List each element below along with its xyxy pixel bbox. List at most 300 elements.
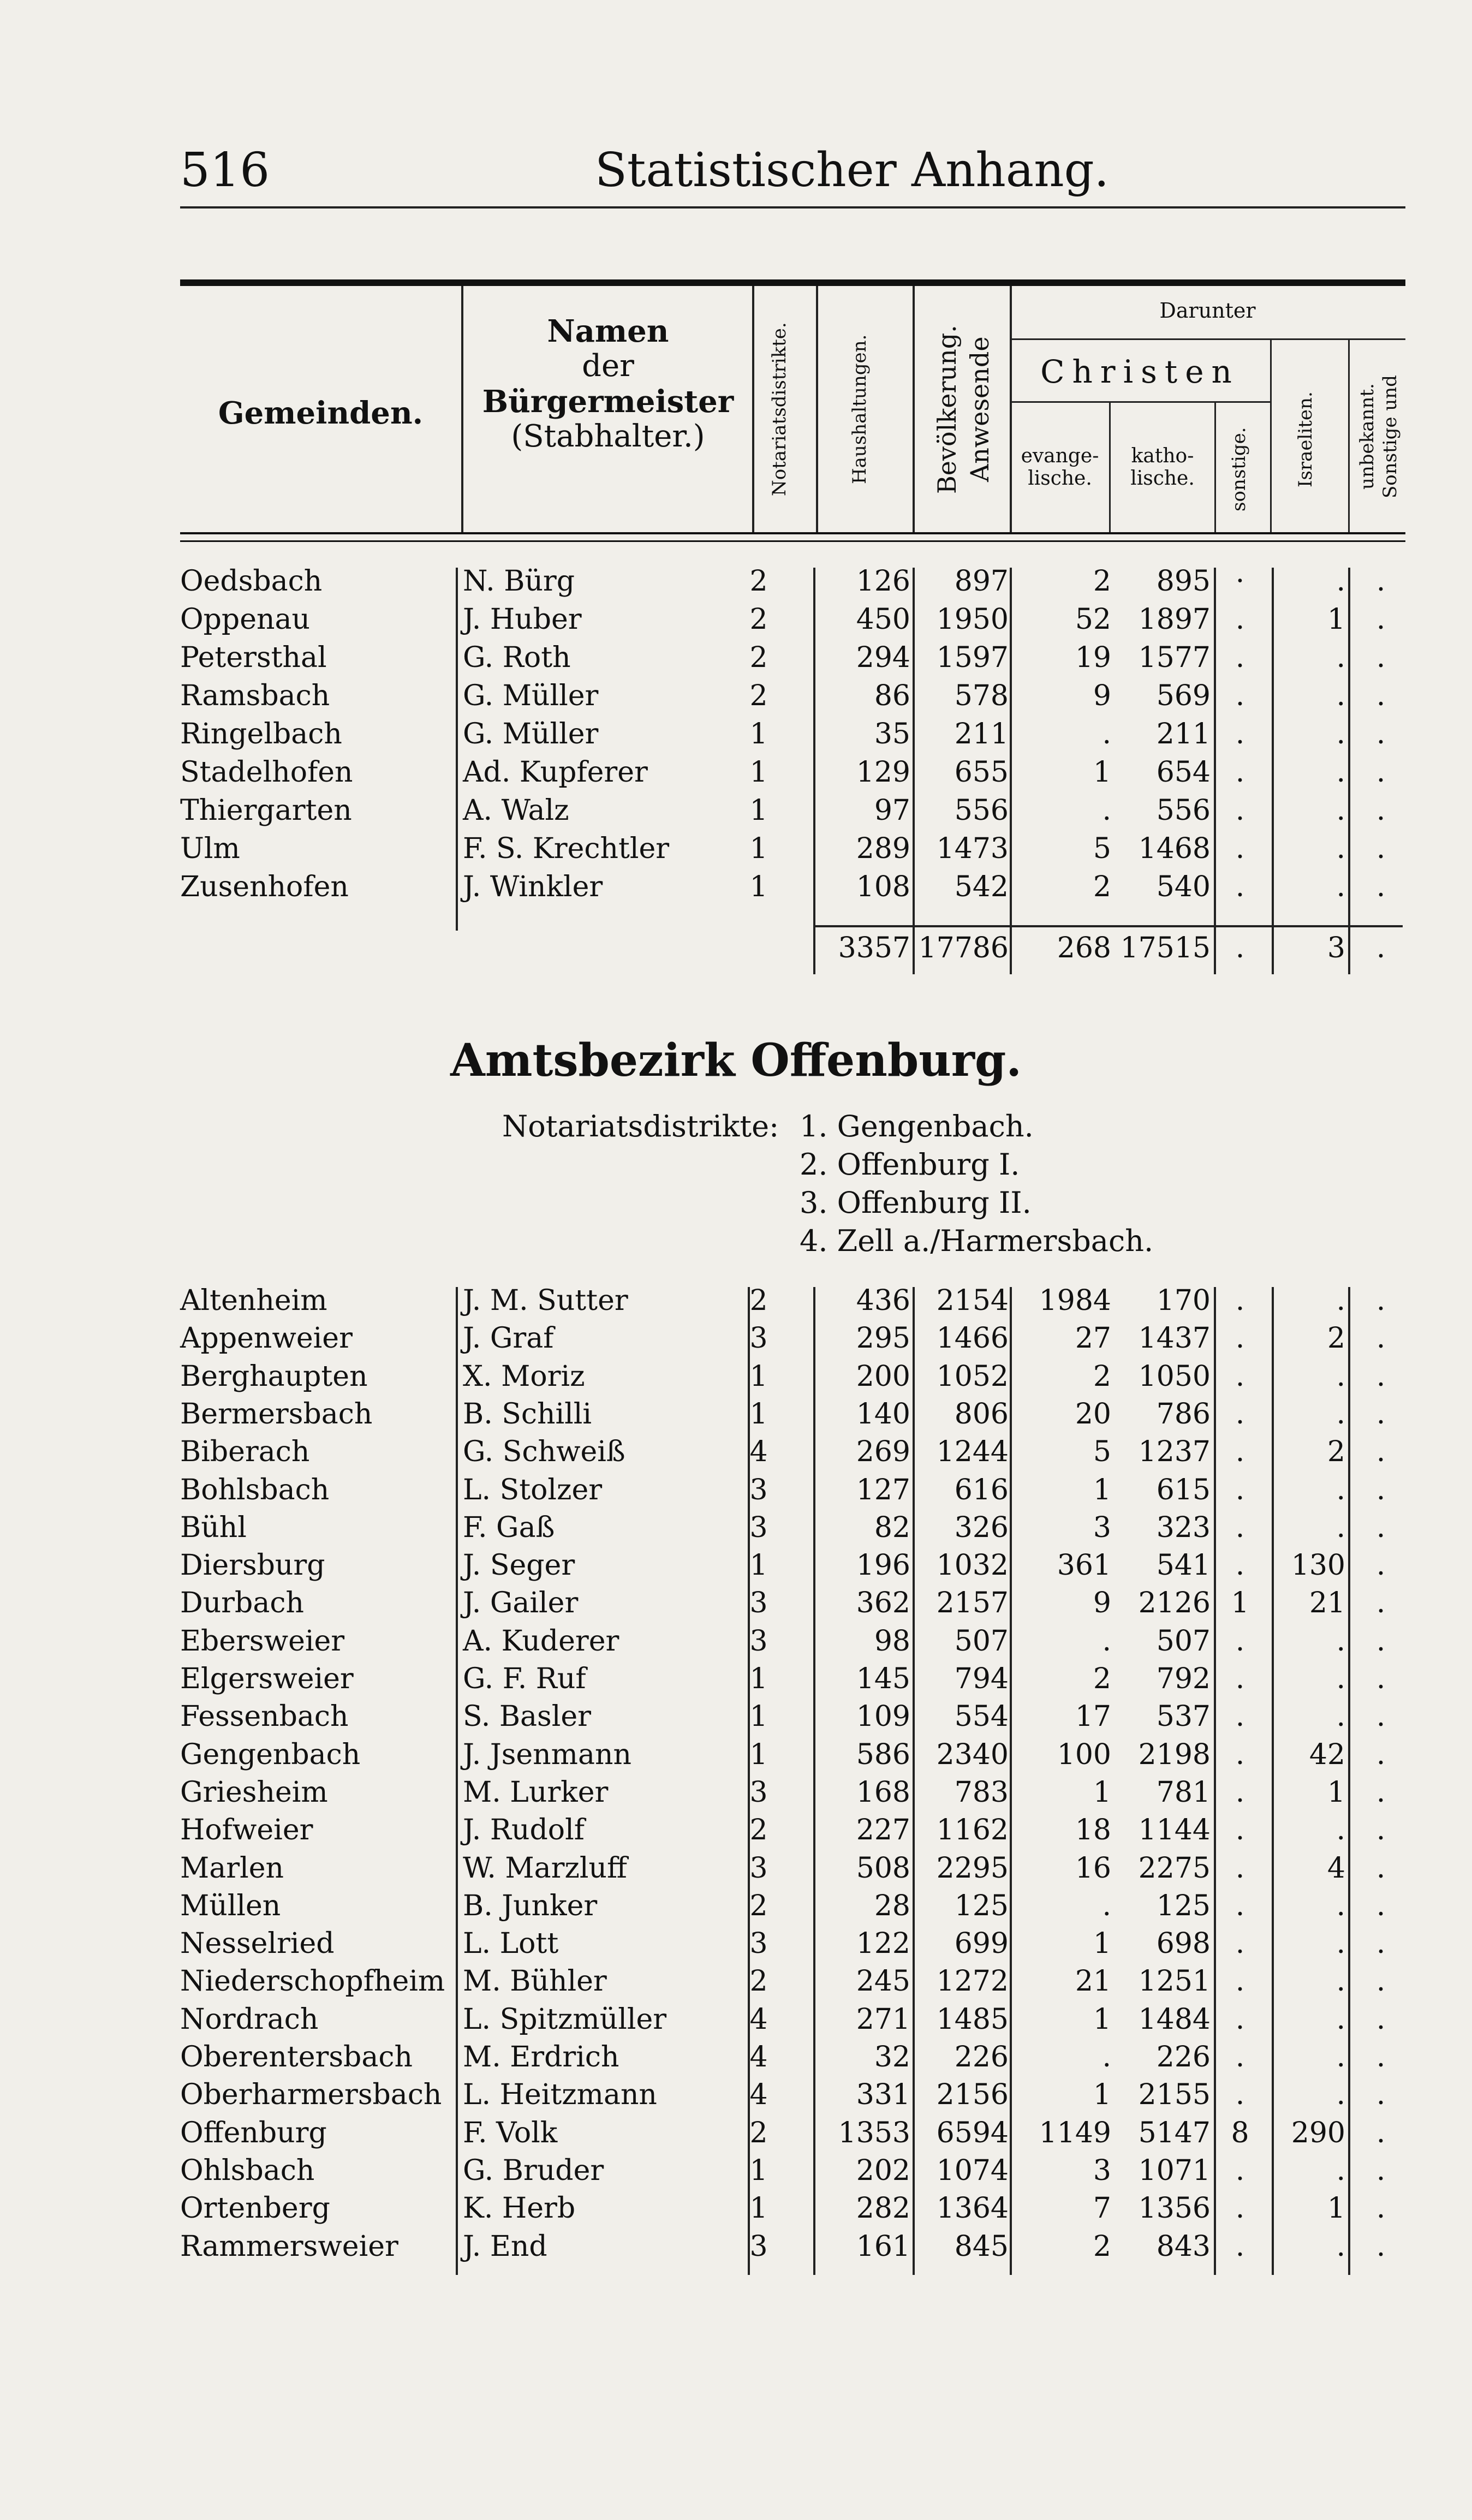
cell-notariat: 1 bbox=[749, 1700, 768, 1733]
cell-evangelische: 361 bbox=[1057, 1549, 1111, 1582]
cell-gemeinde: Berghaupten bbox=[180, 1360, 368, 1393]
cell-buergermeister: M. Lurker bbox=[463, 1776, 609, 1809]
cell-israeliten: . bbox=[1336, 1927, 1345, 1961]
cell-katholische: 5147 bbox=[1138, 2116, 1211, 2149]
cell-gemeinde: Ohlsbach bbox=[180, 2154, 315, 2187]
cell-buergermeister: J. Winkler bbox=[463, 871, 603, 903]
cell-israeliten: 1 bbox=[1327, 2192, 1345, 2225]
cell-israeliten: 21 bbox=[1309, 1587, 1345, 1620]
table-row bbox=[0, 1811, 1472, 1849]
cell-israeliten: . bbox=[1336, 1624, 1345, 1658]
cell-unbekannt: . bbox=[1376, 2003, 1386, 2036]
cell-notariat: 4 bbox=[749, 2041, 768, 2074]
cell-unbekannt: . bbox=[1376, 2116, 1386, 2149]
cell-evangelische: 1 bbox=[1093, 1473, 1111, 1506]
cell-israeliten: . bbox=[1336, 2230, 1345, 2263]
cell-buergermeister: B. Schilli bbox=[463, 1397, 592, 1431]
cell-gemeinde: Durbach bbox=[180, 1587, 304, 1620]
cell-evangelische: 9 bbox=[1093, 680, 1111, 712]
cell-haushaltungen: 98 bbox=[874, 1624, 910, 1658]
header-bottom-rule bbox=[180, 532, 1405, 534]
cell-buergermeister: F. Gaß bbox=[463, 1511, 555, 1544]
cell-israeliten: 290 bbox=[1291, 2116, 1345, 2149]
cell-evangelische: 1 bbox=[1093, 2078, 1111, 2112]
cell-evangelische: 20 bbox=[1075, 1397, 1111, 1431]
cell-unbekannt: . bbox=[1376, 1624, 1386, 1658]
header-divider bbox=[913, 286, 915, 532]
header-divider bbox=[752, 286, 754, 532]
cell-bevoelkerung: 211 bbox=[954, 718, 1009, 750]
cell-haushaltungen: 362 bbox=[856, 1587, 910, 1620]
cell-sonstige: . bbox=[1235, 832, 1245, 865]
cell-haushaltungen: 1353 bbox=[838, 2116, 910, 2149]
cell-haushaltungen: 140 bbox=[856, 1397, 910, 1431]
cell-sonstige: . bbox=[1235, 2003, 1245, 2036]
cell-sonstige: . bbox=[1235, 1700, 1245, 1733]
cell-gemeinde: Marlen bbox=[180, 1851, 284, 1885]
cell-gemeinde: Offenburg bbox=[180, 2116, 327, 2149]
cell-notariat: 1 bbox=[749, 1397, 768, 1431]
cell-israeliten: . bbox=[1336, 1889, 1345, 1922]
table-row bbox=[0, 1925, 1472, 1963]
cell-buergermeister: G. F. Ruf bbox=[463, 1663, 586, 1695]
cell-sonstige: . bbox=[1235, 1549, 1245, 1582]
cell-haushaltungen: 289 bbox=[856, 832, 910, 865]
cell-evangelische: . bbox=[1102, 794, 1111, 827]
cell-sonstige: . bbox=[1235, 1814, 1245, 1847]
cell-bevoelkerung: 1597 bbox=[936, 641, 1009, 674]
cell-gemeinde: Stadelhofen bbox=[180, 756, 353, 789]
col-header-haushaltungen: Haushaltungen. bbox=[849, 334, 871, 485]
table-row bbox=[0, 868, 1472, 906]
cell-bevoelkerung: 1244 bbox=[936, 1435, 1009, 1469]
cell-evangelische: 5 bbox=[1093, 832, 1111, 865]
cell-evangelische: 1 bbox=[1093, 756, 1111, 789]
cell-gemeinde: Zusenhofen bbox=[180, 871, 349, 903]
cell-gemeinde: Oberentersbach bbox=[180, 2041, 413, 2074]
totals-row bbox=[0, 929, 1472, 967]
cell-israeliten: 2 bbox=[1327, 1435, 1345, 1469]
cell-bevoelkerung: 897 bbox=[954, 565, 1009, 598]
notariat-item: 2. Offenburg I. bbox=[800, 1147, 1020, 1182]
cell-israeliten: . bbox=[1336, 641, 1345, 674]
cell-bevoelkerung: 1032 bbox=[936, 1549, 1009, 1582]
cell-israeliten: . bbox=[1336, 1397, 1345, 1431]
cell-buergermeister: L. Stolzer bbox=[463, 1473, 603, 1506]
district-title: Amtsbezirk Offenburg. bbox=[450, 1034, 1022, 1087]
cell-haushaltungen: 450 bbox=[856, 603, 910, 636]
cell-haushaltungen: 145 bbox=[856, 1663, 910, 1695]
notariat-item: 3. Offenburg II. bbox=[800, 1185, 1032, 1220]
cell-evangelische: . bbox=[1102, 1624, 1111, 1658]
cell-katholische: 2126 bbox=[1138, 1587, 1211, 1620]
cell-notariat: 2 bbox=[749, 1889, 768, 1922]
cell-gemeinde: Rammersweier bbox=[180, 2230, 398, 2263]
cell-sonstige: . bbox=[1235, 871, 1245, 903]
col-header-kath-2: lische. bbox=[1130, 467, 1195, 490]
table-row bbox=[0, 1433, 1472, 1471]
cell-unbekannt: . bbox=[1376, 1851, 1386, 1885]
cell-bevoelkerung: 806 bbox=[954, 1397, 1009, 1431]
cell-katholische: 895 bbox=[1156, 565, 1211, 598]
cell-katholische: 654 bbox=[1156, 756, 1211, 789]
cell-katholische: 1577 bbox=[1138, 641, 1211, 674]
cell-evangelische: 1 bbox=[1093, 1776, 1111, 1809]
cell-evangelische: . bbox=[1102, 718, 1111, 750]
cell-notariat: 4 bbox=[749, 1435, 768, 1469]
cell-unbekannt: . bbox=[1376, 1814, 1386, 1847]
table-row bbox=[0, 1849, 1472, 1887]
cell-haushaltungen: 586 bbox=[856, 1738, 910, 1771]
cell-haushaltungen: 126 bbox=[856, 565, 910, 598]
col-header-namen-1: Namen bbox=[547, 313, 669, 349]
table-row bbox=[0, 1282, 1472, 1320]
cell-katholische: 1897 bbox=[1138, 603, 1211, 636]
cell-unbekannt: . bbox=[1376, 1549, 1386, 1582]
cell-notariat: 3 bbox=[749, 1851, 768, 1885]
sum-rule bbox=[813, 925, 1403, 927]
cell-bevoelkerung: 2340 bbox=[936, 1738, 1009, 1771]
cell-haushaltungen: 127 bbox=[856, 1473, 910, 1506]
cell-unbekannt: . bbox=[1376, 1397, 1386, 1431]
cell-gemeinde: Gengenbach bbox=[180, 1738, 361, 1771]
cell-katholische: 786 bbox=[1156, 1397, 1211, 1431]
cell-bevoelkerung: 1950 bbox=[936, 603, 1009, 636]
col-header-katholische bbox=[1111, 445, 1214, 490]
col-header-gemeinden: Gemeinden. bbox=[218, 395, 424, 431]
cell-gemeinde: Hofweier bbox=[180, 1814, 313, 1847]
col-header-namen-3: Bürgermeister bbox=[482, 383, 734, 420]
table-row bbox=[0, 2189, 1472, 2227]
cell-katholische: 1237 bbox=[1138, 1435, 1211, 1469]
header-divider bbox=[1214, 403, 1216, 532]
table-row bbox=[0, 1319, 1472, 1357]
cell-sonstige: . bbox=[1235, 1397, 1245, 1431]
table-row bbox=[0, 791, 1472, 830]
cell-katholische: 1050 bbox=[1138, 1360, 1211, 1393]
cell-bevoelkerung: 554 bbox=[954, 1700, 1009, 1733]
cell-buergermeister: F. Volk bbox=[463, 2116, 558, 2149]
table-row bbox=[0, 830, 1472, 868]
cell-haushaltungen: 28 bbox=[874, 1889, 910, 1922]
cell-buergermeister: L. Spitzmüller bbox=[463, 2003, 667, 2036]
cell-gemeinde: Bühl bbox=[180, 1511, 247, 1544]
cell-notariat: 2 bbox=[749, 1965, 768, 1998]
cell-sonstige: . bbox=[1235, 1927, 1245, 1961]
notariat-label: Notariatsdistrikte: bbox=[502, 1109, 779, 1143]
cell-buergermeister: X. Moriz bbox=[463, 1360, 585, 1393]
cell-katholische: 323 bbox=[1156, 1511, 1211, 1544]
cell-haushaltungen: 202 bbox=[856, 2154, 910, 2187]
cell-katholische: 1071 bbox=[1138, 2154, 1211, 2187]
cell-notariat: 1 bbox=[749, 1549, 768, 1582]
cell-unbekannt: . bbox=[1376, 641, 1386, 674]
cell-israeliten: . bbox=[1336, 1473, 1345, 1506]
cell-unbekannt: . bbox=[1376, 1738, 1386, 1771]
cell-unbekannt: . bbox=[1376, 1965, 1386, 1998]
cell-bevoelkerung: 542 bbox=[954, 871, 1009, 903]
cell-unbekannt: . bbox=[1376, 2192, 1386, 2225]
cell-notariat: 3 bbox=[749, 1511, 768, 1544]
cell-buergermeister: G. Schweiß bbox=[463, 1435, 625, 1469]
cell-israeliten: . bbox=[1336, 1284, 1345, 1317]
cell-bevoelkerung: 699 bbox=[954, 1927, 1009, 1961]
cell-gemeinde: Appenweier bbox=[180, 1322, 353, 1355]
cell-notariat: 2 bbox=[749, 1284, 768, 1317]
cell-gemeinde: Diersburg bbox=[180, 1549, 325, 1582]
cell-haushaltungen: 122 bbox=[856, 1927, 910, 1961]
cell-notariat: 2 bbox=[749, 641, 768, 674]
cell-evangelische: 2 bbox=[1093, 871, 1111, 903]
cell-sonstige: . bbox=[1235, 1511, 1245, 1544]
cell-evangelische: 1 bbox=[1093, 2003, 1111, 2036]
table-row bbox=[0, 2227, 1472, 2266]
cell-evangelische: 7 bbox=[1093, 2192, 1111, 2225]
cell-israeliten: . bbox=[1336, 2003, 1345, 2036]
cell-sonstige: . bbox=[1235, 1284, 1245, 1317]
table-row bbox=[0, 1697, 1472, 1736]
cell-sonstige: . bbox=[1235, 2192, 1245, 2225]
cell-sonstige: 1 bbox=[1231, 1587, 1249, 1620]
cell-haushaltungen: 108 bbox=[856, 871, 910, 903]
col-header-christen: Christen bbox=[1040, 353, 1239, 390]
cell-israeliten: . bbox=[1336, 1700, 1345, 1733]
cell-unbekannt: . bbox=[1376, 1435, 1386, 1469]
darunter-rule bbox=[1010, 338, 1405, 340]
cell-notariat: 2 bbox=[749, 2116, 768, 2149]
cell-sonstige: . bbox=[1235, 1776, 1245, 1809]
table-row bbox=[0, 1509, 1472, 1547]
cell-notariat: 1 bbox=[749, 871, 768, 903]
cell-israeliten: 1 bbox=[1327, 603, 1345, 636]
cell-haushaltungen: 282 bbox=[856, 2192, 910, 2225]
col-header-notariatsdistrikte: Notariatsdistrikte. bbox=[768, 322, 790, 497]
christen-rule bbox=[1010, 401, 1272, 403]
cell-notariat: 3 bbox=[749, 1322, 768, 1355]
cell-katholische: 843 bbox=[1156, 2230, 1211, 2263]
cell-unbekannt: . bbox=[1376, 680, 1386, 712]
table-row bbox=[0, 1736, 1472, 1774]
cell-katholische: 1437 bbox=[1138, 1322, 1211, 1355]
cell-katholische: 537 bbox=[1156, 1700, 1211, 1733]
cell-sonstige: . bbox=[1235, 718, 1245, 750]
total-haushaltungen: 3357 bbox=[838, 932, 910, 964]
col-header-sonstige: sonstige. bbox=[1228, 427, 1250, 512]
cell-katholische: 1468 bbox=[1138, 832, 1211, 865]
cell-katholische: 2275 bbox=[1138, 1851, 1211, 1885]
cell-haushaltungen: 295 bbox=[856, 1322, 910, 1355]
cell-haushaltungen: 508 bbox=[856, 1851, 910, 1885]
cell-haushaltungen: 245 bbox=[856, 1965, 910, 1998]
cell-bevoelkerung: 1052 bbox=[936, 1360, 1009, 1393]
cell-israeliten: . bbox=[1336, 1511, 1345, 1544]
cell-evangelische: 3 bbox=[1093, 1511, 1111, 1544]
cell-israeliten: . bbox=[1336, 832, 1345, 865]
cell-buergermeister: G. Bruder bbox=[463, 2154, 604, 2187]
table-row bbox=[0, 1773, 1472, 1812]
cell-bevoelkerung: 2295 bbox=[936, 1851, 1009, 1885]
col-header-namen-4: (Stabhalter.) bbox=[511, 419, 705, 455]
table-top-rule bbox=[180, 279, 1405, 286]
cell-evangelische: . bbox=[1102, 1889, 1111, 1922]
cell-gemeinde: Elgersweier bbox=[180, 1663, 354, 1695]
cell-sonstige: . bbox=[1235, 603, 1245, 636]
table-row bbox=[0, 1395, 1472, 1433]
cell-buergermeister: J. Jsenmann bbox=[463, 1738, 631, 1771]
cell-bevoelkerung: 578 bbox=[954, 680, 1009, 712]
cell-gemeinde: Oppenau bbox=[180, 603, 310, 636]
col-header-ev-2: lische. bbox=[1028, 467, 1092, 490]
cell-notariat: 1 bbox=[749, 756, 768, 789]
cell-sonstige: . bbox=[1235, 1663, 1245, 1695]
cell-katholische: 792 bbox=[1156, 1663, 1211, 1695]
table-row bbox=[0, 1471, 1472, 1509]
cell-gemeinde: Biberach bbox=[180, 1435, 310, 1469]
cell-haushaltungen: 269 bbox=[856, 1435, 910, 1469]
cell-unbekannt: . bbox=[1376, 2041, 1386, 2074]
cell-haushaltungen: 200 bbox=[856, 1360, 910, 1393]
cell-evangelische: 2 bbox=[1093, 1360, 1111, 1393]
cell-katholische: 556 bbox=[1156, 794, 1211, 827]
cell-haushaltungen: 32 bbox=[874, 2041, 910, 2074]
notariat-item: 4. Zell a./Harmersbach. bbox=[800, 1224, 1154, 1258]
cell-evangelische: 2 bbox=[1093, 1663, 1111, 1695]
cell-sonstige: . bbox=[1235, 794, 1245, 827]
cell-bevoelkerung: 845 bbox=[954, 2230, 1009, 2263]
header-divider bbox=[461, 286, 463, 532]
cell-unbekannt: . bbox=[1376, 871, 1386, 903]
cell-bevoelkerung: 6594 bbox=[936, 2116, 1009, 2149]
table-row bbox=[0, 1584, 1472, 1622]
cell-evangelische: 1 bbox=[1093, 1927, 1111, 1961]
table-row bbox=[0, 2114, 1472, 2152]
cell-haushaltungen: 86 bbox=[874, 680, 910, 712]
cell-katholische: 781 bbox=[1156, 1776, 1211, 1809]
table-row bbox=[0, 562, 1472, 600]
cell-gemeinde: Griesheim bbox=[180, 1776, 328, 1809]
cell-buergermeister: K. Herb bbox=[463, 2192, 576, 2225]
table-row bbox=[0, 715, 1472, 753]
total-evangelische: 268 bbox=[1057, 932, 1111, 964]
cell-katholische: 226 bbox=[1156, 2041, 1211, 2074]
cell-israeliten: . bbox=[1336, 1814, 1345, 1847]
cell-unbekannt: . bbox=[1376, 1700, 1386, 1733]
cell-bevoelkerung: 2156 bbox=[936, 2078, 1009, 2112]
cell-evangelische: 2 bbox=[1093, 565, 1111, 598]
cell-notariat: 1 bbox=[749, 1360, 768, 1393]
cell-sonstige: . bbox=[1235, 1851, 1245, 1885]
cell-evangelische: 9 bbox=[1093, 1587, 1111, 1620]
cell-haushaltungen: 129 bbox=[856, 756, 910, 789]
cell-gemeinde: Thiergarten bbox=[180, 794, 352, 827]
cell-buergermeister: M. Erdrich bbox=[463, 2041, 619, 2074]
cell-gemeinde: Nordrach bbox=[180, 2003, 319, 2036]
cell-katholische: 125 bbox=[1156, 1889, 1211, 1922]
cell-notariat: 2 bbox=[749, 1814, 768, 1847]
cell-haushaltungen: 109 bbox=[856, 1700, 910, 1733]
cell-katholische: 698 bbox=[1156, 1927, 1211, 1961]
cell-sonstige: . bbox=[1235, 2154, 1245, 2187]
cell-katholische: 569 bbox=[1156, 680, 1211, 712]
col-header-bev-1: Anwesende bbox=[965, 336, 994, 482]
cell-evangelische: 19 bbox=[1075, 641, 1111, 674]
table-row bbox=[0, 1546, 1472, 1584]
cell-notariat: 1 bbox=[749, 2154, 768, 2187]
cell-gemeinde: Petersthal bbox=[180, 641, 327, 674]
table-row bbox=[0, 1887, 1472, 1925]
cell-bevoelkerung: 1162 bbox=[936, 1814, 1009, 1847]
cell-notariat: 2 bbox=[749, 680, 768, 712]
cell-sonstige: . bbox=[1235, 680, 1245, 712]
cell-unbekannt: . bbox=[1376, 2230, 1386, 2263]
cell-buergermeister: G. Müller bbox=[463, 680, 599, 712]
cell-haushaltungen: 436 bbox=[856, 1284, 910, 1317]
table-row bbox=[0, 1660, 1472, 1698]
cell-katholische: 1251 bbox=[1138, 1965, 1211, 1998]
cell-unbekannt: . bbox=[1376, 1776, 1386, 1809]
cell-israeliten: 4 bbox=[1327, 1851, 1345, 1885]
cell-notariat: 1 bbox=[749, 2192, 768, 2225]
cell-notariat: 3 bbox=[749, 1587, 768, 1620]
cell-unbekannt: . bbox=[1376, 1927, 1386, 1961]
cell-israeliten: . bbox=[1336, 2154, 1345, 2187]
cell-unbekannt: . bbox=[1376, 1663, 1386, 1695]
cell-bevoelkerung: 1485 bbox=[936, 2003, 1009, 2036]
cell-buergermeister: J. Gailer bbox=[463, 1587, 579, 1620]
cell-israeliten: . bbox=[1336, 1663, 1345, 1695]
cell-evangelische: 3 bbox=[1093, 2154, 1111, 2187]
col-header-sonstige-unbekannt bbox=[1352, 349, 1404, 527]
cell-gemeinde: Ulm bbox=[180, 832, 240, 865]
cell-israeliten: . bbox=[1336, 680, 1345, 712]
cell-notariat: 1 bbox=[749, 718, 768, 750]
cell-sonstige: . bbox=[1235, 2041, 1245, 2074]
cell-buergermeister: L. Lott bbox=[463, 1927, 559, 1961]
cell-gemeinde: Bohlsbach bbox=[180, 1473, 330, 1506]
cell-haushaltungen: 168 bbox=[856, 1776, 910, 1809]
cell-gemeinde: Altenheim bbox=[180, 1284, 327, 1317]
cell-katholische: 211 bbox=[1156, 718, 1211, 750]
cell-unbekannt: . bbox=[1376, 1587, 1386, 1620]
cell-evangelische: 1149 bbox=[1039, 2116, 1111, 2149]
cell-unbekannt: . bbox=[1376, 2154, 1386, 2187]
cell-israeliten: . bbox=[1336, 756, 1345, 789]
cell-sonstige: · bbox=[1235, 565, 1245, 598]
table-row bbox=[0, 2152, 1472, 2190]
cell-bevoelkerung: 2157 bbox=[936, 1587, 1009, 1620]
cell-sonstige: . bbox=[1235, 1889, 1245, 1922]
cell-buergermeister: M. Bühler bbox=[463, 1965, 607, 1998]
cell-buergermeister: J. M. Sutter bbox=[463, 1284, 628, 1317]
cell-sonstige: . bbox=[1235, 1360, 1245, 1393]
cell-unbekannt: . bbox=[1376, 1360, 1386, 1393]
total-unbekannt: . bbox=[1376, 932, 1386, 964]
cell-evangelische: 100 bbox=[1057, 1738, 1111, 1771]
cell-buergermeister: J. Seger bbox=[463, 1549, 575, 1582]
cell-haushaltungen: 331 bbox=[856, 2078, 910, 2112]
cell-gemeinde: Ringelbach bbox=[180, 718, 342, 750]
cell-katholische: 540 bbox=[1156, 871, 1211, 903]
cell-unbekannt: . bbox=[1376, 1473, 1386, 1506]
cell-evangelische: 18 bbox=[1075, 1814, 1111, 1847]
cell-katholische: 2155 bbox=[1138, 2078, 1211, 2112]
cell-sonstige: . bbox=[1235, 1435, 1245, 1469]
col-header-unb-2: unbekannt. bbox=[1356, 383, 1378, 490]
cell-bevoelkerung: 1364 bbox=[936, 2192, 1009, 2225]
table-row bbox=[0, 600, 1472, 639]
cell-sonstige: . bbox=[1235, 1738, 1245, 1771]
cell-katholische: 1356 bbox=[1138, 2192, 1211, 2225]
